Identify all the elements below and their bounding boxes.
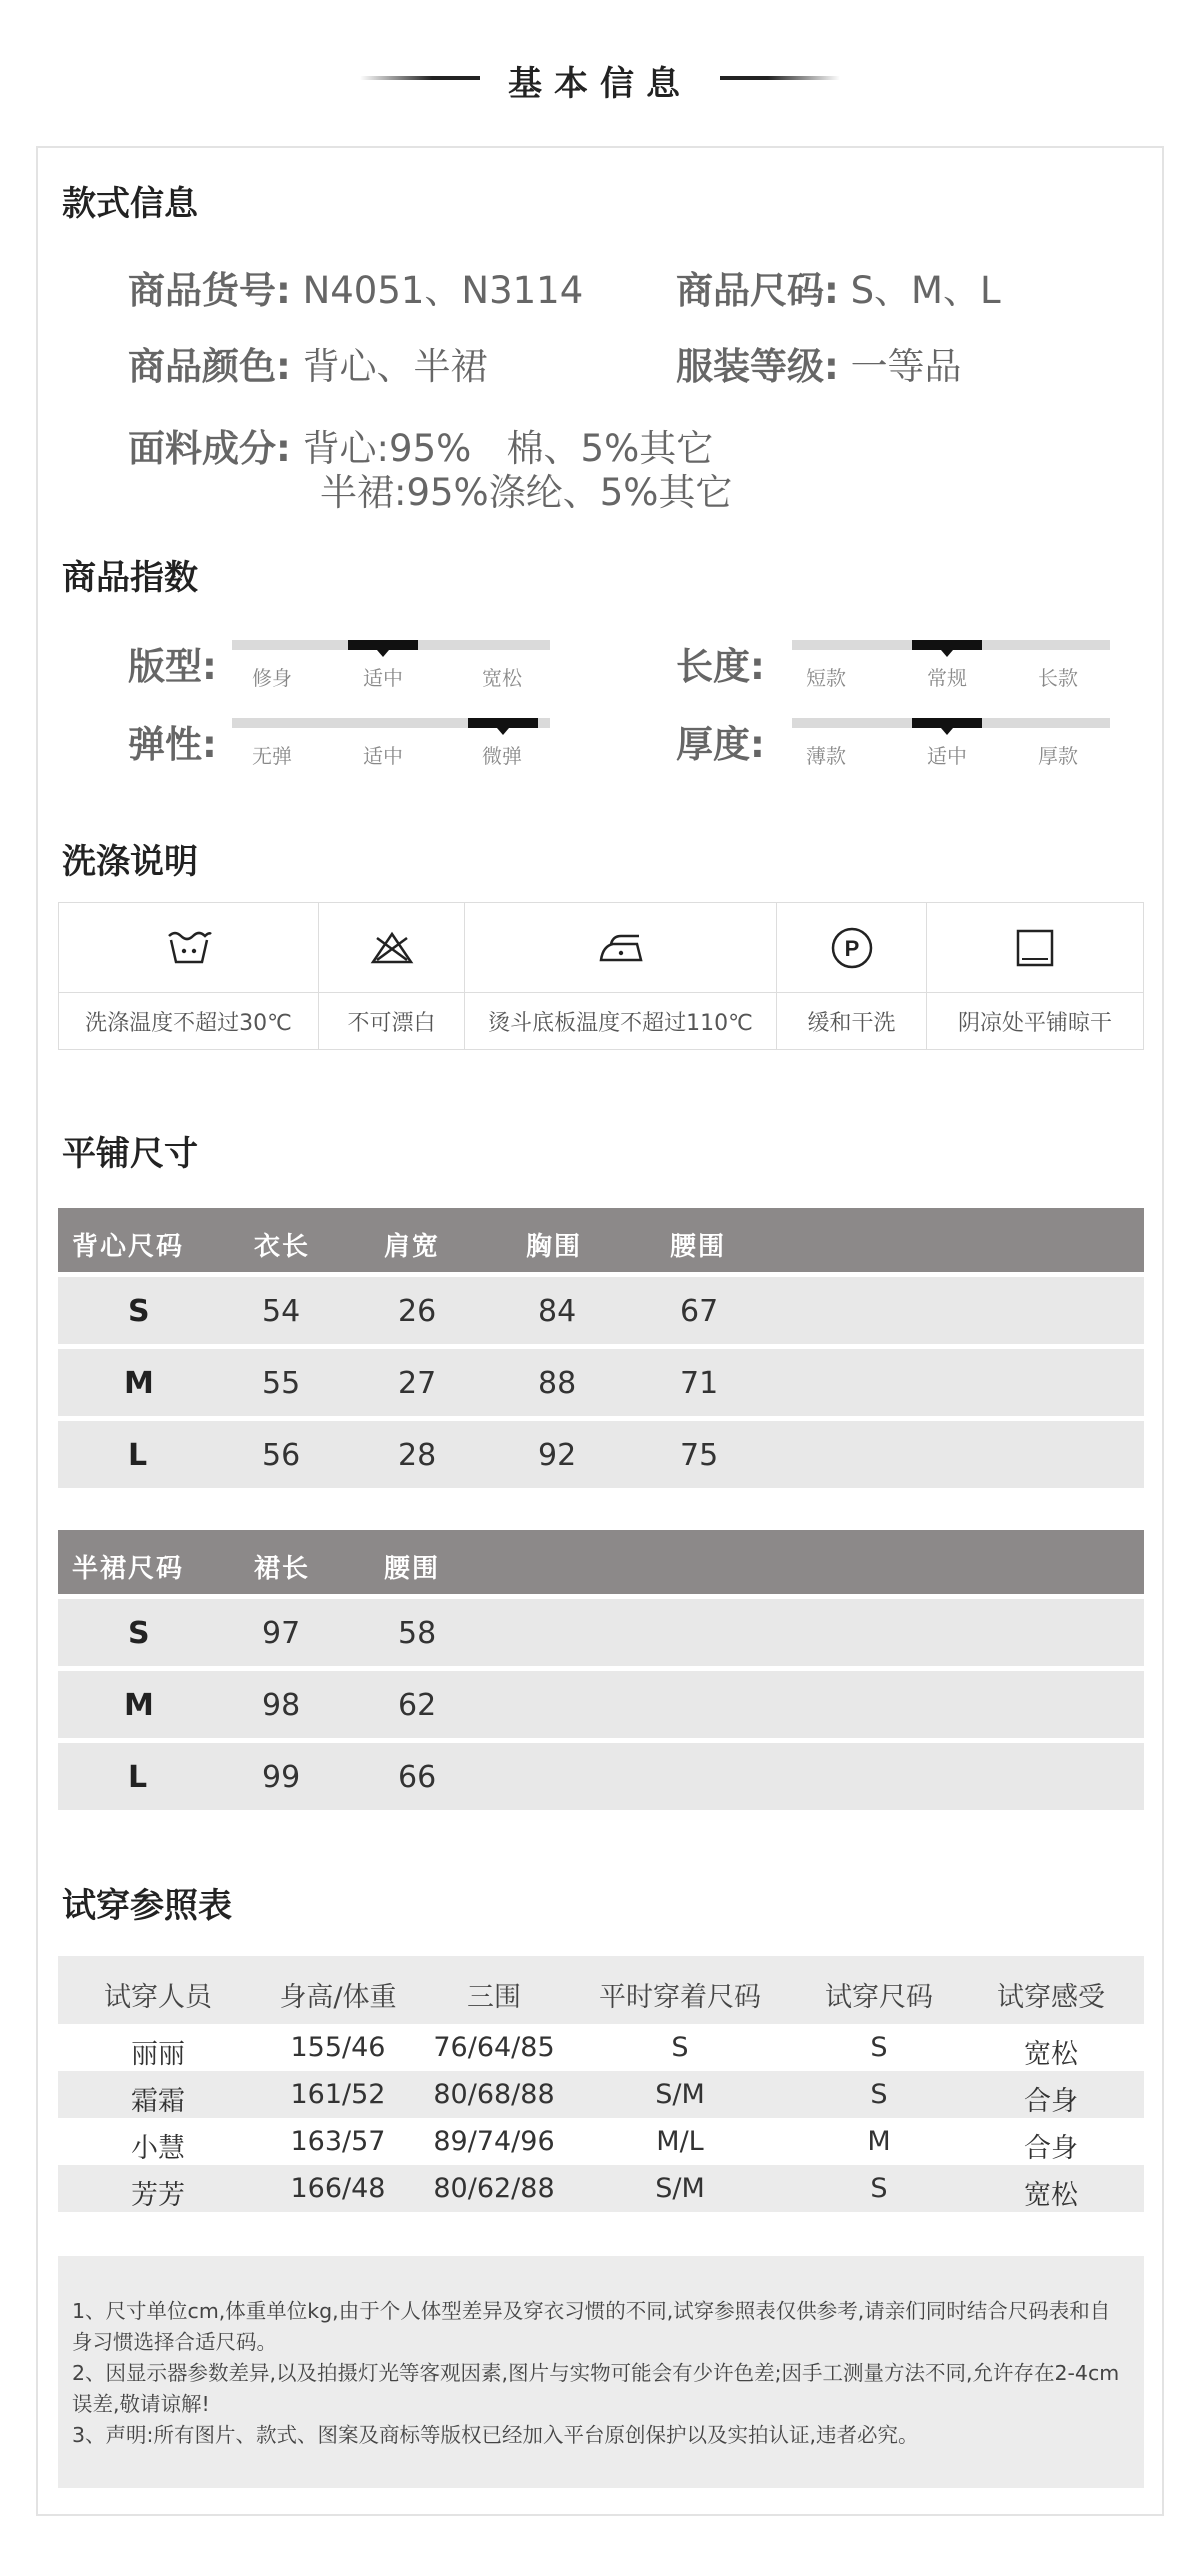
grade-label: 服装等级:	[676, 345, 839, 388]
scale-option: 适中	[363, 744, 403, 768]
fabric-line-1: 背心:95% 棉、5%其它	[302, 427, 714, 470]
table-header	[58, 1956, 1144, 2024]
iron-icon	[465, 903, 776, 993]
cell: 80/68/88	[433, 2079, 555, 2110]
table-row	[58, 2165, 1144, 2212]
scale-selected-marker	[468, 718, 538, 728]
fit-scale	[232, 640, 550, 700]
header-cell: 试穿感受	[997, 1982, 1105, 2013]
section-title-try-on: 试穿参照表	[62, 1886, 232, 1926]
header-cell: 试穿人员	[104, 1982, 212, 2013]
cell: 合身	[1024, 2086, 1078, 2117]
table-row	[58, 1277, 1144, 1344]
fabric-line-2: 半裙:95%涤纶、5%其它	[320, 471, 733, 514]
washing-text: 阴凉处平铺晾干	[957, 1010, 1112, 1036]
vest-size-table	[58, 1208, 1144, 1488]
thickness-label: 厚度:	[676, 723, 765, 766]
washing-text: 烫斗底板温度不超过110℃	[488, 1010, 753, 1036]
scale-selected-marker	[348, 640, 418, 650]
section-title-flat-size: 平铺尺寸	[62, 1134, 198, 1174]
cell: 28	[398, 1438, 437, 1473]
header-divider-left	[360, 76, 480, 80]
washing-cell	[927, 903, 1143, 1049]
table-row	[58, 1349, 1144, 1416]
cell: S	[128, 1616, 150, 1651]
table-row	[58, 2071, 1144, 2118]
cell: M/L	[656, 2126, 704, 2157]
color-value: 背心、半裙	[302, 345, 488, 388]
washing-text: 不可漂白	[347, 1010, 436, 1036]
fit-label: 版型:	[128, 645, 217, 688]
table-header	[58, 1208, 1144, 1272]
item-no-label: 商品货号:	[128, 269, 291, 312]
cell: S	[128, 1294, 150, 1329]
header-cell: 胸围	[526, 1232, 583, 1262]
header-cell: 肩宽	[384, 1232, 441, 1262]
cell: L	[128, 1438, 148, 1473]
cell: M	[867, 2126, 891, 2157]
table-header	[58, 1530, 1144, 1594]
scale-option: 无弹	[252, 744, 292, 768]
cell: 67	[680, 1294, 719, 1329]
no-bleach-icon	[319, 903, 464, 993]
scale-option: 短款	[806, 666, 846, 690]
cell: 26	[398, 1294, 437, 1329]
header-cell: 衣长	[254, 1232, 311, 1262]
cell: 76/64/85	[433, 2032, 555, 2063]
cell: L	[128, 1760, 148, 1795]
washing-cell	[59, 903, 319, 1049]
table-row	[58, 2118, 1144, 2165]
size-row	[676, 260, 1001, 314]
note-line: 2、因显示器参数差异,以及拍摄灯光等客观因素,图片与实物可能会有少许色差;因手工测量方法不同,允许存在2-4cm误差,敬请谅解!	[72, 2361, 1120, 2416]
section-title-washing: 洗涤说明	[62, 842, 198, 882]
cell: 84	[538, 1294, 577, 1329]
cell: 161/52	[290, 2079, 386, 2110]
header-cell: 三围	[467, 1982, 521, 2013]
cell: 55	[262, 1366, 301, 1401]
cell: 92	[538, 1438, 577, 1473]
header-cell: 试穿尺码	[825, 1982, 933, 2013]
cell: 62	[398, 1688, 437, 1723]
cell: 宽松	[1024, 2180, 1078, 2211]
table-row	[58, 1599, 1144, 1666]
scale-option: 修身	[252, 666, 292, 690]
cell: S	[671, 2032, 689, 2063]
cell: 75	[680, 1438, 719, 1473]
header-cell: 平时穿着尺码	[599, 1982, 761, 2013]
cell: 合身	[1024, 2133, 1078, 2164]
washing-cell	[465, 903, 777, 1049]
washing-cell	[777, 903, 927, 1049]
length-label: 长度:	[676, 645, 765, 688]
skirt-size-table	[58, 1530, 1144, 1810]
scale-option: 适中	[363, 666, 403, 690]
cell: 99	[262, 1760, 301, 1795]
cell: 163/57	[290, 2126, 386, 2157]
washing-text: 缓和干洗	[807, 1010, 896, 1036]
size-value: S、M、L	[850, 269, 1001, 312]
table-row	[58, 2024, 1144, 2071]
cell: 宽松	[1024, 2039, 1078, 2070]
cell: 27	[398, 1366, 437, 1401]
washing-cell	[319, 903, 465, 1049]
note-line: 3、声明:所有图片、款式、图案及商标等版权已经加入平台原创保护以及实拍认证,违者必究。	[72, 2423, 919, 2447]
grade-row	[676, 336, 962, 390]
cell: M	[124, 1688, 154, 1723]
cell: 66	[398, 1760, 437, 1795]
cell: S	[870, 2173, 888, 2204]
scale-option: 微弹	[482, 744, 522, 768]
dry-clean-letter: P	[844, 935, 859, 961]
scale-option: 常规	[927, 666, 967, 690]
size-label: 商品尺码:	[676, 269, 839, 312]
page-title: 基本信息	[508, 64, 692, 104]
cell: S	[870, 2079, 888, 2110]
scale-selected-marker	[912, 718, 982, 728]
cell: 97	[262, 1616, 301, 1651]
scale-selected-marker	[912, 640, 982, 650]
cell: 98	[262, 1688, 301, 1723]
cell: 88	[538, 1366, 577, 1401]
section-title-style-info: 款式信息	[62, 184, 198, 224]
page-header	[0, 48, 1200, 108]
cell: 155/46	[290, 2032, 386, 2063]
cell: 霜霜	[131, 2086, 185, 2117]
cell: 56	[262, 1438, 301, 1473]
scale-option: 长款	[1038, 666, 1078, 690]
flat-dry-shade-icon	[927, 903, 1143, 993]
scale-option: 薄款	[806, 744, 846, 768]
table-row	[58, 1671, 1144, 1738]
scale-option: 适中	[927, 744, 967, 768]
cell: 丽丽	[131, 2039, 185, 2070]
cell: 89/74/96	[433, 2126, 555, 2157]
cell: M	[124, 1366, 154, 1401]
cell: S	[870, 2032, 888, 2063]
cell: 71	[680, 1366, 719, 1401]
length-scale	[792, 640, 1110, 700]
header-cell: 背心尺码	[72, 1232, 185, 1262]
fabric-row-2	[320, 462, 732, 516]
scale-option: 宽松	[482, 666, 522, 690]
notes-box	[58, 2256, 1144, 2488]
washing-text: 洗涤温度不超过30℃	[85, 1010, 292, 1036]
item-no-value: N4051、N3114	[302, 269, 584, 312]
fabric-label: 面料成分:	[128, 427, 291, 470]
cell: 芳芳	[131, 2180, 185, 2211]
dry-clean-p-icon	[777, 903, 926, 993]
header-divider-right	[720, 76, 840, 80]
color-row	[128, 336, 488, 390]
cell: 54	[262, 1294, 301, 1329]
scale-option: 厚款	[1038, 744, 1078, 768]
note-line: 1、尺寸单位cm,体重单位kg,由于个人体型差异及穿衣习惯的不同,试穿参照表仅供参考,请亲们同时结合尺码表和自身习惯选择合适尺码。	[72, 2299, 1111, 2354]
header-cell: 裙长	[254, 1554, 311, 1584]
header-cell: 腰围	[384, 1554, 441, 1584]
elastic-label: 弹性:	[128, 723, 217, 766]
header-cell: 腰围	[670, 1232, 727, 1262]
wash-30-icon	[59, 903, 318, 993]
table-row	[58, 1421, 1144, 1488]
cell: 小慧	[131, 2133, 185, 2164]
cell: S/M	[655, 2173, 705, 2204]
try-on-table	[58, 1956, 1144, 2212]
item-no-row	[128, 260, 583, 314]
cell: 58	[398, 1616, 437, 1651]
thickness-scale	[792, 718, 1110, 778]
color-label: 商品颜色:	[128, 345, 291, 388]
section-title-index: 商品指数	[62, 558, 198, 598]
cell: S/M	[655, 2079, 705, 2110]
header-cell: 身高/体重	[279, 1982, 397, 2013]
table-row	[58, 1743, 1144, 1810]
washing-table	[58, 902, 1144, 1050]
header-cell: 半裙尺码	[72, 1554, 185, 1584]
grade-value: 一等品	[850, 345, 962, 388]
cell: 166/48	[290, 2173, 386, 2204]
elastic-scale	[232, 718, 550, 778]
cell: 80/62/88	[433, 2173, 555, 2204]
